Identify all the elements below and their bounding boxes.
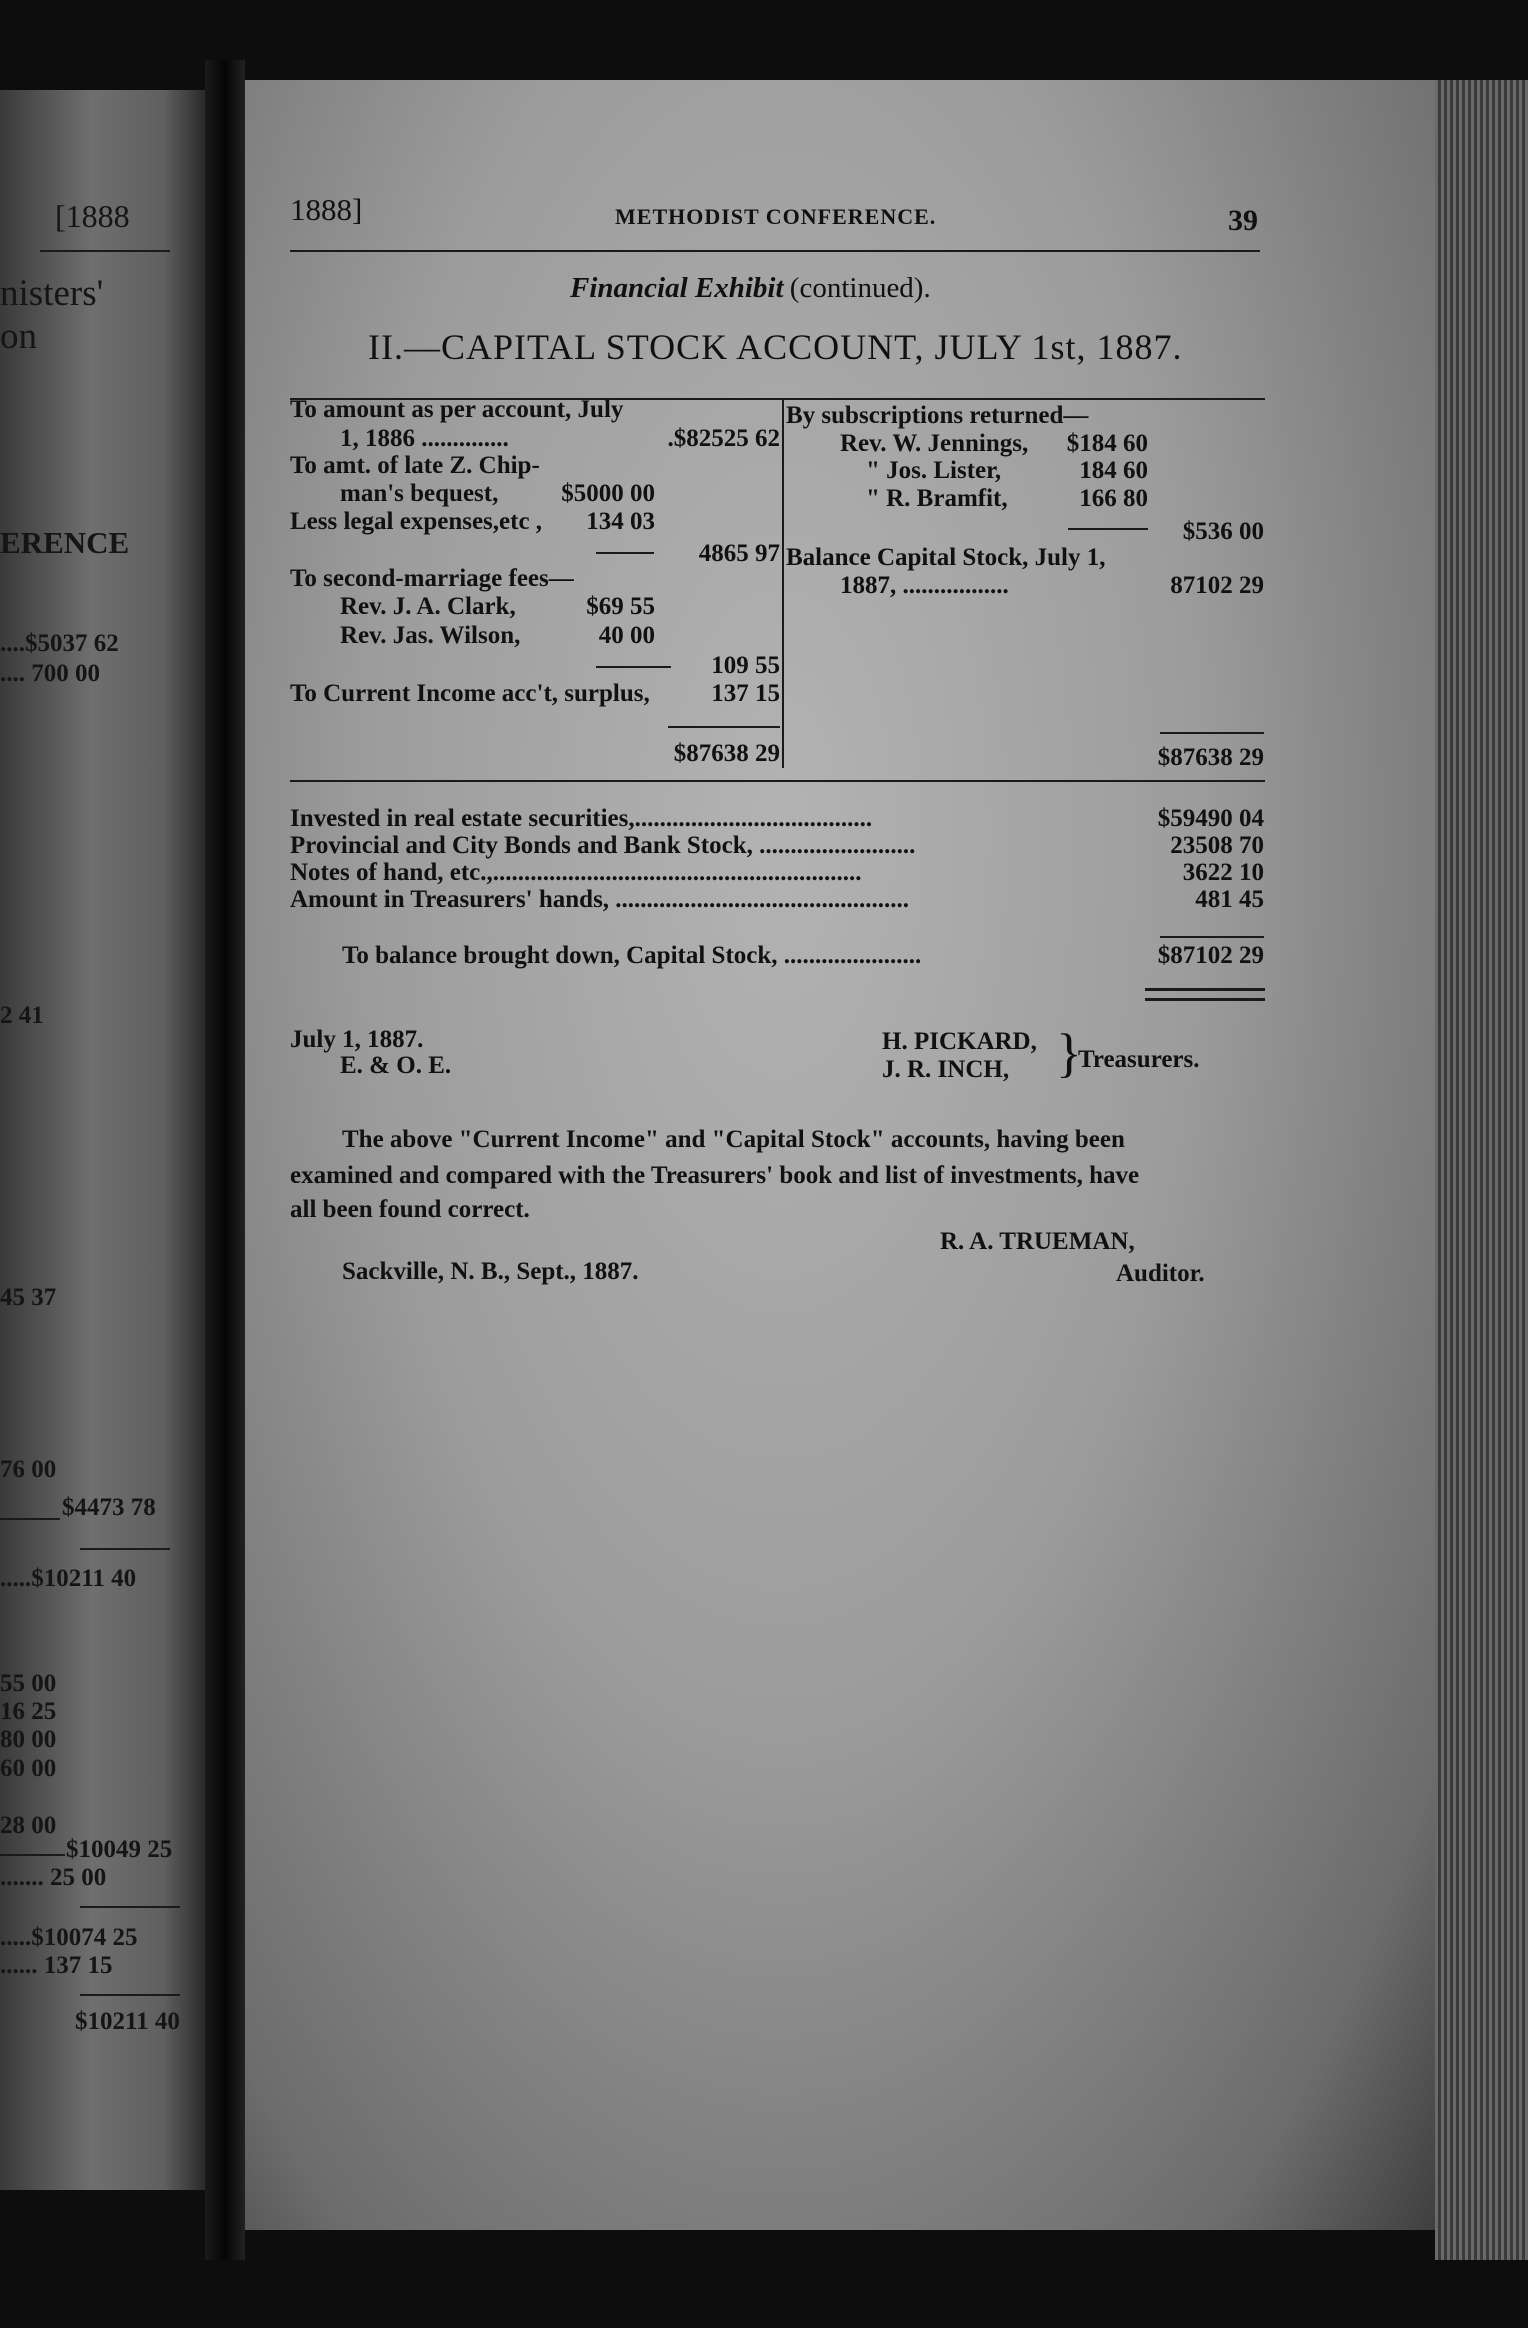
left-row: 28 00 bbox=[0, 1812, 57, 1839]
exhibit-caption-italic: Financial Exhibit bbox=[570, 272, 784, 304]
auditor-name: R. A. TRUEMAN, bbox=[940, 1228, 1135, 1255]
left-row: .....$10211 40 bbox=[0, 1565, 137, 1592]
left-row: $4473 78 bbox=[62, 1494, 156, 1521]
left-row: $10049 25 bbox=[66, 1836, 173, 1863]
left-row: 16 25 bbox=[0, 1698, 57, 1725]
credit-total-rule bbox=[1160, 732, 1264, 734]
credit-line-3-amount: 184 60 bbox=[1079, 457, 1148, 484]
auditor-title: Auditor. bbox=[1116, 1260, 1205, 1287]
left-rule bbox=[80, 1906, 180, 1908]
treasurer-1: H. PICKARD, bbox=[882, 1028, 1037, 1055]
page-edges bbox=[1435, 80, 1528, 2260]
left-rule bbox=[80, 1548, 170, 1550]
debit-line-5-amount: 134 03 bbox=[586, 508, 655, 535]
left-heading-1: nisters' bbox=[0, 273, 104, 314]
treasurer-brace: } bbox=[1056, 1023, 1082, 1083]
debit-line-4-amount: $5000 00 bbox=[561, 480, 655, 507]
credit-line-6-label: 1887, ................. bbox=[840, 572, 1009, 599]
debit-subtotal-2: 109 55 bbox=[711, 652, 780, 679]
debit-line-8-label: Rev. Jas. Wilson, bbox=[340, 622, 521, 649]
left-heading-2: on bbox=[0, 316, 37, 357]
debit-line-4-label: man's bequest, bbox=[340, 480, 499, 507]
credit-line-3-label: " Jos. Lister, bbox=[866, 457, 1002, 484]
exhibit-caption bbox=[570, 272, 931, 305]
left-rule bbox=[0, 1518, 60, 1520]
balance-label: To balance brought down, Capital Stock, ...................... bbox=[342, 942, 922, 969]
left-row: 80 00 bbox=[0, 1726, 57, 1753]
left-row: 2 41 bbox=[0, 1002, 44, 1029]
left-row: 55 00 bbox=[0, 1670, 57, 1697]
double-rule-bottom bbox=[1145, 998, 1265, 1001]
debit-line-2-amount: .$82525 62 bbox=[667, 425, 780, 452]
signoff-eoe: E. & O. E. bbox=[340, 1052, 452, 1079]
left-rule bbox=[0, 1854, 65, 1856]
treasurer-2: J. R. INCH, bbox=[882, 1056, 1010, 1083]
credit-line-1: By subscriptions returned— bbox=[786, 402, 1089, 429]
debit-line-8-amount: 40 00 bbox=[598, 622, 655, 649]
debit-line-6: To second-marriage fees— bbox=[290, 565, 574, 592]
debit-line-5-label: Less legal expenses,etc , bbox=[290, 508, 543, 535]
debit-line-7-amount: $69 55 bbox=[586, 593, 655, 620]
exhibit-caption-suffix: (continued). bbox=[789, 272, 931, 304]
audit-line-1: The above "Current Income" and "Capital Stock" accounts, having been bbox=[342, 1126, 1125, 1153]
debit-line-9-label: To Current Income acc't, surplus, bbox=[290, 680, 650, 707]
left-header-rule bbox=[40, 250, 170, 252]
investment-total-rule bbox=[1160, 936, 1264, 938]
column-divider bbox=[782, 400, 784, 768]
left-year: [1888 bbox=[55, 198, 130, 234]
header-rule bbox=[290, 250, 1260, 252]
left-row: .....$10074 25 bbox=[0, 1924, 138, 1951]
left-row: ....... 25 00 bbox=[0, 1864, 107, 1891]
investment-label: Notes of hand, etc.,........................................................... bbox=[290, 859, 862, 886]
credit-total: $87638 29 bbox=[1157, 744, 1264, 771]
investment-amount: 23508 70 bbox=[1170, 832, 1264, 859]
debit-line-9-amount: 137 15 bbox=[711, 680, 780, 707]
running-title: METHODIST CONFERENCE. bbox=[615, 204, 937, 229]
credit-line-4-amount: 166 80 bbox=[1079, 485, 1148, 512]
credit-line-2-amount: $184 60 bbox=[1066, 430, 1148, 457]
audit-line-2: examined and compared with the Treasurers' book and list of investments, have bbox=[290, 1162, 1140, 1189]
header-year: 1888] bbox=[290, 192, 363, 227]
treasurers-label: Treasurers. bbox=[1078, 1046, 1200, 1073]
investment-amount: $59490 04 bbox=[1157, 805, 1264, 832]
left-row: ....$5037 62 bbox=[0, 630, 119, 657]
investment-label: Invested in real estate securities,...................................... bbox=[290, 805, 873, 832]
left-heading-3: ERENCE bbox=[0, 525, 130, 560]
page-number: 39 bbox=[1228, 204, 1258, 237]
debit-subtotal-1: 4865 97 bbox=[698, 540, 780, 567]
investment-amount: 481 45 bbox=[1195, 886, 1264, 913]
signoff-date: July 1, 1887. bbox=[290, 1026, 424, 1053]
left-row: $10211 40 bbox=[75, 2008, 180, 2035]
left-row: .... 700 00 bbox=[0, 660, 100, 687]
debit-total: $87638 29 bbox=[673, 740, 780, 767]
credit-subtotal: $536 00 bbox=[1182, 518, 1264, 545]
debit-total-rule bbox=[668, 726, 780, 728]
book-gutter bbox=[205, 60, 245, 2260]
debit-line-2-label: 1, 1886 .............. bbox=[340, 425, 509, 452]
audit-line-3: all been found correct. bbox=[290, 1196, 530, 1223]
balance-amount: $87102 29 bbox=[1157, 942, 1264, 969]
left-row: ...... 137 15 bbox=[0, 1952, 113, 1979]
investment-label: Amount in Treasurers' hands, ............................................... bbox=[290, 886, 910, 913]
debit-line-3: To amt. of late Z. Chip- bbox=[290, 452, 540, 479]
left-row: 60 00 bbox=[0, 1755, 57, 1782]
account-title: II.—CAPITAL STOCK ACCOUNT, JULY 1st, 1887. bbox=[368, 327, 1183, 367]
investment-label: Provincial and City Bonds and Bank Stock, ......................... bbox=[290, 832, 916, 859]
double-rule-top bbox=[1145, 988, 1265, 991]
credit-line-4-label: " R. Bramfit, bbox=[866, 485, 1008, 512]
credit-line-6-amount: 87102 29 bbox=[1170, 572, 1264, 599]
credit-line-5: Balance Capital Stock, July 1, bbox=[786, 544, 1106, 571]
investment-amount: 3622 10 bbox=[1182, 859, 1264, 886]
left-row: 45 37 bbox=[0, 1284, 57, 1311]
account-bottom-rule bbox=[290, 780, 1265, 782]
left-rule bbox=[80, 1994, 180, 1996]
place-date: Sackville, N. B., Sept., 1887. bbox=[342, 1258, 639, 1285]
debit-line-1: To amount as per account, July bbox=[290, 396, 624, 423]
debit-line-7-label: Rev. J. A. Clark, bbox=[340, 593, 516, 620]
left-row: 76 00 bbox=[0, 1456, 57, 1483]
credit-line-2-label: Rev. W. Jennings, bbox=[840, 430, 1029, 457]
